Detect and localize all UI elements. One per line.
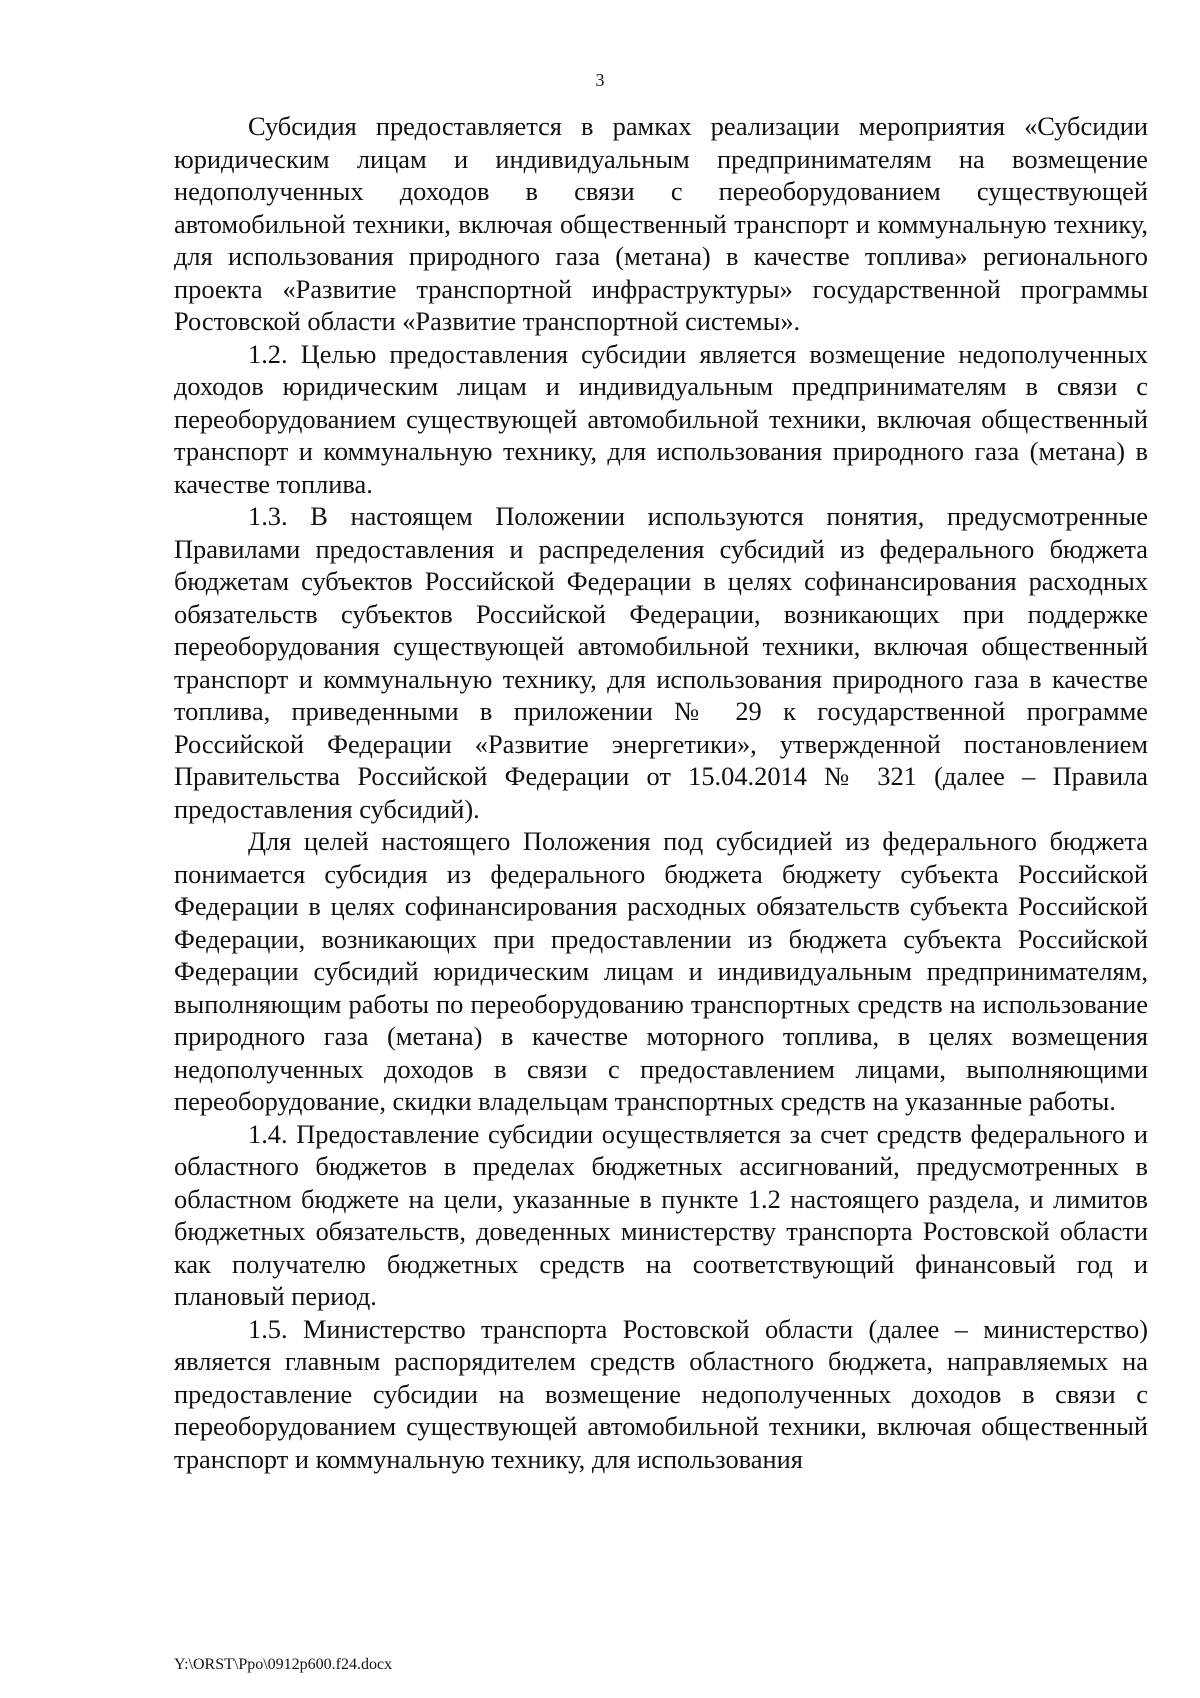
paragraph: Для целей настоящего Положения под субсидией из федерального бюджета понимается субсидия из федерального бюджета бюджету субъекта Российской Федерации в целях софинансирования расходных обязательств субъекта Российской Федерации, возникающих при предоставлении из бюджета субъекта Российской Федерации субсидий юридическим лицам и индивидуальным предпринимателям, выполняющим работы по переоборудованию транспортных средств на использование природного газа (метана) в качестве моторного топлива, в целях возмещения недополученных доходов в связи с предоставлением лицами, выполняющими переоборудование, скидки владельцам транспортных средств на указанные работы. — [174, 826, 1148, 1116]
document-body — [174, 110, 1148, 1475]
page-number: 3 — [595, 70, 605, 90]
paragraph: 1.4. Предоставление субсидии осуществляется за счет средств федерального и областного бюджетов в пределах бюджетных ассигнований, предусмотренных в областном бюджете на цели, указанные в пункте 1.2 настоящего раздела, и лимитов бюджетных обязательств, доведенных министерству транспорта Ростовской области как получателю бюджетных средств на соответствующий финансовый год и плановый период. — [174, 1118, 1148, 1311]
paragraph: 1.2. Целью предоставления субсидии является возмещение недополученных доходов юридическим лицам и индивидуальным предпринимателям в связи с переоборудованием существующей автомобильной техники, включая общественный транспорт и коммунальную технику, для использования природного газа (метана) в качестве топлива. — [174, 338, 1148, 499]
paragraph: Субсидия предоставляется в рамках реализации мероприятия «Субсидии юридическим лицам и индивидуальным предпринимателям на возмещение недополученных доходов в связи с переоборудованием существующей автомобильной техники, включая общественный транспорт и коммунальную технику, для использования природного газа (метана) в качестве топлива» регионального проекта «Развитие транспортной инфраструктуры» государственной программы Ростовской области «Развитие транспортной системы». — [174, 111, 1148, 336]
paragraph: 1.5. Министерство транспорта Ростовской области (далее – министерство) является главным распорядителем средств областного бюджета, направляемых на предоставление субсидии на возмещение недополученных доходов в связи с переоборудованием существующей автомобильной техники, включая общественный транспорт и коммунальную технику, для использования — [174, 1313, 1148, 1474]
footer-file-path: Y:\ORST\Ppo\0912p600.f24.docx — [174, 1656, 393, 1673]
paragraph: 1.3. В настоящем Положении используются понятия, предусмотренные Правилами предоставления и распределения субсидий из федерального бюджета бюджетам субъектов Российской Федерации в целях софинансирования расходных обязательств субъектов Российской Федерации, возникающих при поддержке переоборудования существующей автомобильной техники, включая общественный транспорт и коммунальную технику, для использования природного газа в качестве топлива, приведенными в приложении № 29 к государственной программе Российской Федерации «Развитие энергетики», утвержденной постановлением Правительства Российской Федерации от 15.04.2014 № 321 (далее – Правила предоставления субсидий). — [174, 501, 1148, 824]
